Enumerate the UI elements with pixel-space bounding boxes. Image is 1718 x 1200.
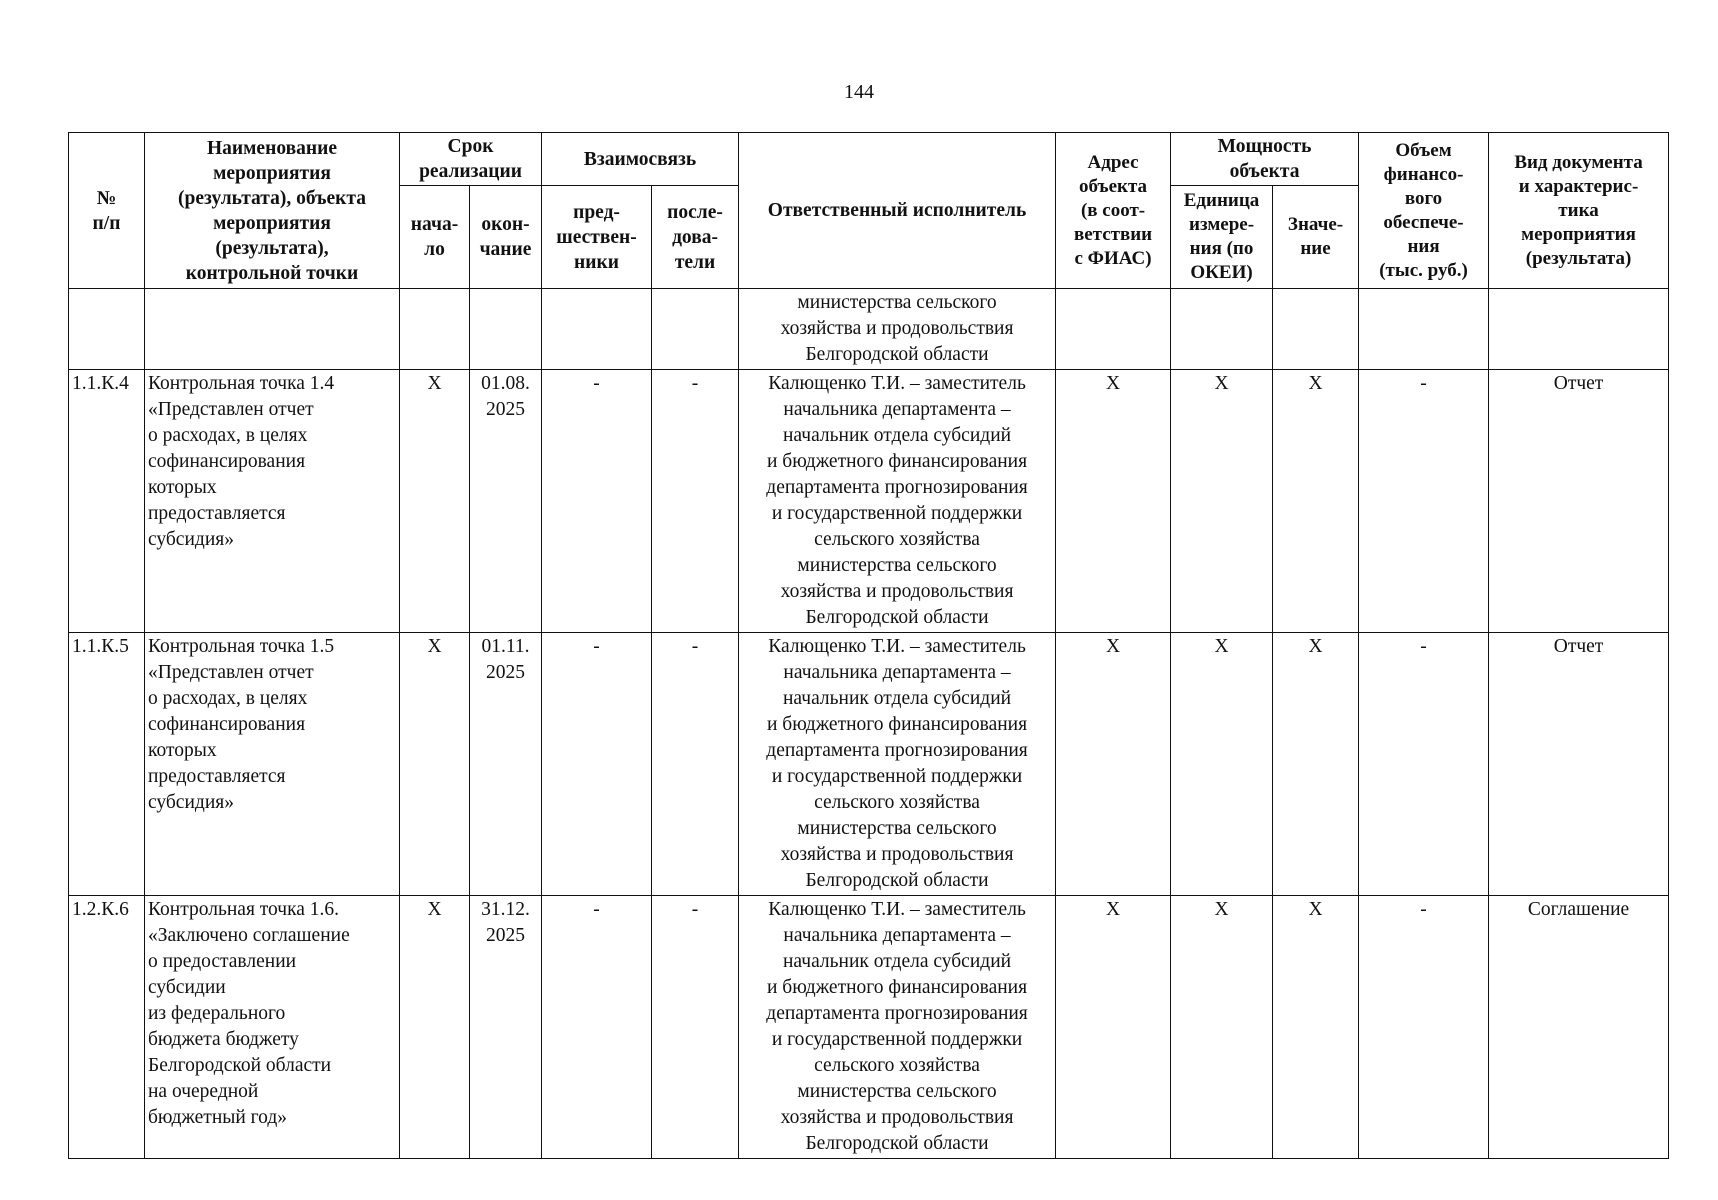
- cell-start: Х: [400, 896, 470, 1159]
- col-header-capacity-value: Значе- ние: [1273, 186, 1359, 289]
- cell-address: Х: [1056, 370, 1171, 633]
- cell-value: Х: [1273, 896, 1359, 1159]
- cell-executor: Калющенко Т.И. – заместитель начальника департамента – начальник отдела субсидий и бюджетного финансирования департамента прогнозирования и государственной поддержки сельского хозяйства министерства сельского хозяйства и продовольствия Белгородской области: [739, 370, 1056, 633]
- cell-name: [145, 289, 400, 370]
- cell-unit: Х: [1171, 896, 1273, 1159]
- cell-address: [1056, 289, 1171, 370]
- cell-name: Контрольная точка 1.5 «Представлен отчет о расходах, в целях софинансирования которых предоставляется субсидия»: [145, 633, 400, 896]
- col-header-link-next: после- дова- тели: [652, 186, 739, 289]
- col-header-period-start: нача- ло: [400, 186, 470, 289]
- cell-finance: [1359, 289, 1489, 370]
- cell-end: [470, 289, 542, 370]
- table-row: [69, 633, 1669, 896]
- cell-end: 01.08. 2025: [470, 370, 542, 633]
- col-header-name: Наименование мероприятия (результата), объекта мероприятия (результата), контрольной точки: [145, 133, 400, 289]
- col-header-finance: Объем финансо- вого обеспече- ния (тыс. руб.): [1359, 133, 1489, 289]
- cell-pred: -: [542, 896, 652, 1159]
- col-header-link: Взаимосвязь: [542, 133, 739, 186]
- events-table: [68, 132, 1669, 1159]
- cell-finance: -: [1359, 896, 1489, 1159]
- cell-name: Контрольная точка 1.6. «Заключено соглашение о предоставлении субсидии из федерального бюджета бюджету Белгородской области на очередной бюджетный год»: [145, 896, 400, 1159]
- cell-doc: Соглашение: [1489, 896, 1669, 1159]
- cell-executor: Калющенко Т.И. – заместитель начальника департамента – начальник отдела субсидий и бюджетного финансирования департамента прогнозирования и государственной поддержки сельского хозяйства министерства сельского хозяйства и продовольствия Белгородской области: [739, 896, 1056, 1159]
- cell-start: Х: [400, 633, 470, 896]
- col-header-capacity-unit: Единица измере- ния (по ОКЕИ): [1171, 186, 1273, 289]
- cell-next: -: [652, 896, 739, 1159]
- cell-unit: [1171, 289, 1273, 370]
- cell-value: Х: [1273, 633, 1359, 896]
- cell-address: Х: [1056, 633, 1171, 896]
- cell-start: Х: [400, 370, 470, 633]
- col-header-period: Срок реализации: [400, 133, 542, 186]
- col-header-capacity: Мощность объекта: [1171, 133, 1359, 186]
- page-number: 144: [844, 81, 874, 103]
- cell-next: -: [652, 370, 739, 633]
- col-header-doc-type: Вид документа и характерис- тика мероприятия (результата): [1489, 133, 1669, 289]
- col-header-num: № п/п: [69, 133, 145, 289]
- col-header-address: Адрес объекта (в соот- ветствии с ФИАС): [1056, 133, 1171, 289]
- cell-unit: Х: [1171, 633, 1273, 896]
- col-header-link-pred: пред- шествен- ники: [542, 186, 652, 289]
- cell-address: Х: [1056, 896, 1171, 1159]
- col-header-period-end: окон- чание: [470, 186, 542, 289]
- cell-doc: Отчет: [1489, 633, 1669, 896]
- cell-next: -: [652, 633, 739, 896]
- cell-num: 1.2.К.6: [69, 896, 145, 1159]
- cell-value: Х: [1273, 370, 1359, 633]
- cell-pred: -: [542, 633, 652, 896]
- cell-end: 31.12. 2025: [470, 896, 542, 1159]
- table-row: [69, 370, 1669, 633]
- cell-executor: министерства сельского хозяйства и продовольствия Белгородской области: [739, 289, 1056, 370]
- cell-pred: [542, 289, 652, 370]
- table-row-continuation: [69, 289, 1669, 370]
- cell-value: [1273, 289, 1359, 370]
- cell-end: 01.11. 2025: [470, 633, 542, 896]
- cell-num: 1.1.К.4: [69, 370, 145, 633]
- cell-num: 1.1.К.5: [69, 633, 145, 896]
- cell-pred: -: [542, 370, 652, 633]
- cell-finance: -: [1359, 633, 1489, 896]
- cell-finance: -: [1359, 370, 1489, 633]
- cell-unit: Х: [1171, 370, 1273, 633]
- cell-start: [400, 289, 470, 370]
- cell-doc: Отчет: [1489, 370, 1669, 633]
- cell-next: [652, 289, 739, 370]
- cell-num: [69, 289, 145, 370]
- table-row: [69, 896, 1669, 1159]
- cell-name: Контрольная точка 1.4 «Представлен отчет о расходах, в целях софинансирования которых предоставляется субсидия»: [145, 370, 400, 633]
- cell-doc: [1489, 289, 1669, 370]
- cell-executor: Калющенко Т.И. – заместитель начальника департамента – начальник отдела субсидий и бюджетного финансирования департамента прогнозирования и государственной поддержки сельского хозяйства министерства сельского хозяйства и продовольствия Белгородской области: [739, 633, 1056, 896]
- col-header-executor: Ответственный исполнитель: [739, 133, 1056, 289]
